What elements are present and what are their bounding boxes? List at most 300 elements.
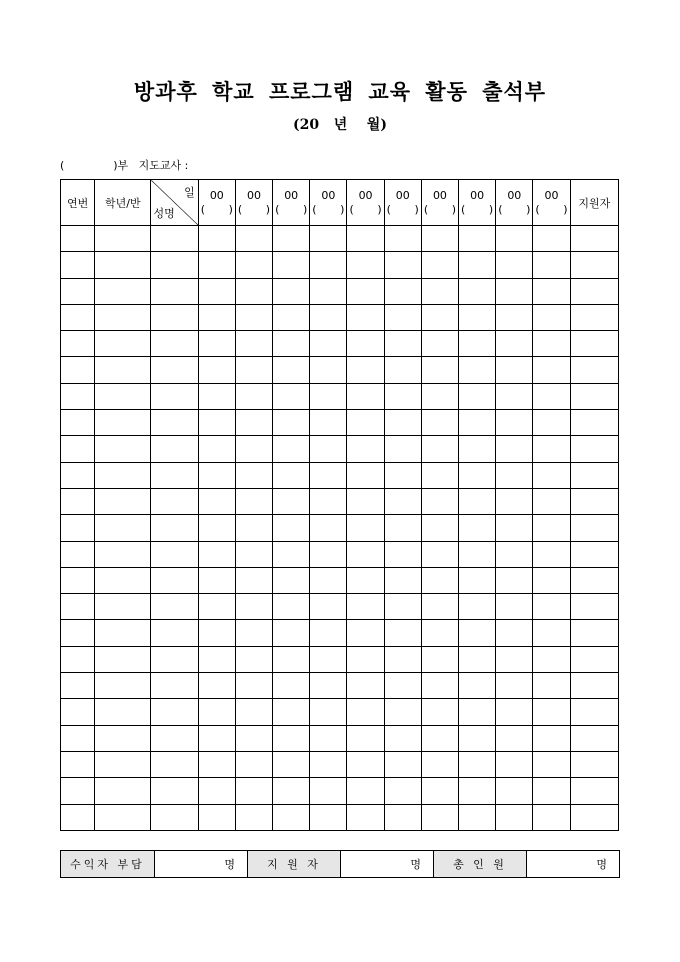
table-cell[interactable] (310, 673, 347, 699)
table-cell[interactable] (459, 804, 496, 830)
table-cell[interactable] (151, 725, 198, 751)
table-cell[interactable] (347, 699, 384, 725)
table-cell[interactable] (273, 646, 310, 672)
table-cell[interactable] (570, 594, 618, 620)
table-cell[interactable] (310, 304, 347, 330)
table-cell[interactable] (310, 778, 347, 804)
table-cell[interactable] (151, 226, 198, 252)
table-cell[interactable] (533, 410, 570, 436)
table-cell[interactable] (533, 488, 570, 514)
table-cell[interactable] (347, 252, 384, 278)
table-cell[interactable] (151, 488, 198, 514)
table-cell[interactable] (273, 252, 310, 278)
table-cell[interactable] (310, 252, 347, 278)
table-cell[interactable] (533, 778, 570, 804)
table-cell[interactable] (151, 541, 198, 567)
table-cell[interactable] (384, 594, 421, 620)
table-cell[interactable] (570, 410, 618, 436)
table-cell[interactable] (384, 804, 421, 830)
table-cell[interactable] (310, 646, 347, 672)
table-cell[interactable] (384, 383, 421, 409)
table-cell[interactable] (198, 804, 235, 830)
table-cell[interactable] (347, 357, 384, 383)
table-cell[interactable] (198, 252, 235, 278)
table-cell[interactable] (421, 646, 458, 672)
table-cell[interactable] (347, 436, 384, 462)
table-cell[interactable] (198, 673, 235, 699)
table-cell[interactable] (95, 620, 151, 646)
table-cell[interactable] (235, 488, 272, 514)
table-cell[interactable] (151, 436, 198, 462)
table-cell[interactable] (459, 278, 496, 304)
table-cell[interactable] (235, 278, 272, 304)
table-cell[interactable] (235, 673, 272, 699)
table-cell[interactable] (310, 725, 347, 751)
table-cell[interactable] (198, 226, 235, 252)
table-cell[interactable] (235, 436, 272, 462)
table-cell[interactable] (273, 278, 310, 304)
table-cell[interactable] (310, 357, 347, 383)
table-cell[interactable] (496, 541, 533, 567)
table-cell[interactable] (310, 620, 347, 646)
table-cell[interactable] (235, 357, 272, 383)
table-cell[interactable] (421, 383, 458, 409)
table-cell[interactable] (273, 462, 310, 488)
table-cell[interactable] (384, 278, 421, 304)
table-cell[interactable] (273, 331, 310, 357)
table-cell[interactable] (61, 804, 95, 830)
table-cell[interactable] (347, 226, 384, 252)
table-cell[interactable] (384, 304, 421, 330)
table-cell[interactable] (533, 751, 570, 777)
table-cell[interactable] (310, 751, 347, 777)
table-cell[interactable] (384, 410, 421, 436)
table-cell[interactable] (347, 594, 384, 620)
table-cell[interactable] (95, 515, 151, 541)
table-cell[interactable] (61, 278, 95, 304)
table-cell[interactable] (151, 620, 198, 646)
table-cell[interactable] (151, 646, 198, 672)
table-cell[interactable] (198, 515, 235, 541)
table-cell[interactable] (310, 278, 347, 304)
table-cell[interactable] (235, 462, 272, 488)
table-cell[interactable] (421, 226, 458, 252)
table-cell[interactable] (347, 804, 384, 830)
table-cell[interactable] (61, 383, 95, 409)
table-cell[interactable] (496, 331, 533, 357)
table-cell[interactable] (61, 567, 95, 593)
table-cell[interactable] (151, 751, 198, 777)
table-cell[interactable] (95, 673, 151, 699)
table-cell[interactable] (310, 567, 347, 593)
table-cell[interactable] (421, 594, 458, 620)
table-cell[interactable] (496, 567, 533, 593)
table-cell[interactable] (347, 410, 384, 436)
summary-total-value[interactable]: 명 (527, 851, 620, 878)
table-cell[interactable] (310, 436, 347, 462)
table-cell[interactable] (198, 436, 235, 462)
table-cell[interactable] (459, 515, 496, 541)
table-cell[interactable] (310, 226, 347, 252)
table-cell[interactable] (310, 410, 347, 436)
table-cell[interactable] (570, 383, 618, 409)
table-cell[interactable] (496, 226, 533, 252)
table-cell[interactable] (61, 751, 95, 777)
table-cell[interactable] (459, 331, 496, 357)
table-cell[interactable] (570, 804, 618, 830)
table-cell[interactable] (459, 541, 496, 567)
table-cell[interactable] (533, 436, 570, 462)
table-cell[interactable] (459, 673, 496, 699)
table-cell[interactable] (421, 751, 458, 777)
table-cell[interactable] (310, 541, 347, 567)
table-cell[interactable] (198, 751, 235, 777)
table-cell[interactable] (61, 488, 95, 514)
table-cell[interactable] (496, 646, 533, 672)
table-cell[interactable] (310, 488, 347, 514)
table-cell[interactable] (570, 226, 618, 252)
table-cell[interactable] (235, 751, 272, 777)
table-cell[interactable] (235, 725, 272, 751)
table-cell[interactable] (459, 383, 496, 409)
table-cell[interactable] (235, 410, 272, 436)
table-cell[interactable] (151, 515, 198, 541)
table-cell[interactable] (570, 699, 618, 725)
table-cell[interactable] (459, 778, 496, 804)
table-cell[interactable] (151, 567, 198, 593)
table-cell[interactable] (570, 646, 618, 672)
table-cell[interactable] (273, 673, 310, 699)
table-cell[interactable] (273, 488, 310, 514)
table-cell[interactable] (151, 594, 198, 620)
table-cell[interactable] (459, 594, 496, 620)
table-cell[interactable] (421, 462, 458, 488)
table-cell[interactable] (151, 278, 198, 304)
table-cell[interactable] (235, 383, 272, 409)
table-cell[interactable] (310, 383, 347, 409)
table-cell[interactable] (421, 331, 458, 357)
table-cell[interactable] (421, 304, 458, 330)
table-cell[interactable] (151, 778, 198, 804)
table-cell[interactable] (533, 699, 570, 725)
table-cell[interactable] (496, 383, 533, 409)
table-cell[interactable] (384, 488, 421, 514)
table-cell[interactable] (198, 778, 235, 804)
table-cell[interactable] (384, 541, 421, 567)
table-cell[interactable] (151, 699, 198, 725)
table-cell[interactable] (570, 304, 618, 330)
table-cell[interactable] (151, 331, 198, 357)
table-cell[interactable] (384, 673, 421, 699)
table-cell[interactable] (459, 620, 496, 646)
table-cell[interactable] (273, 778, 310, 804)
table-cell[interactable] (496, 278, 533, 304)
table-cell[interactable] (384, 778, 421, 804)
table-cell[interactable] (421, 410, 458, 436)
table-cell[interactable] (310, 594, 347, 620)
table-cell[interactable] (95, 804, 151, 830)
table-cell[interactable] (347, 673, 384, 699)
table-cell[interactable] (533, 646, 570, 672)
table-cell[interactable] (273, 594, 310, 620)
table-cell[interactable] (61, 725, 95, 751)
table-cell[interactable] (95, 436, 151, 462)
table-cell[interactable] (533, 462, 570, 488)
table-cell[interactable] (533, 620, 570, 646)
table-cell[interactable] (347, 620, 384, 646)
table-cell[interactable] (496, 436, 533, 462)
table-cell[interactable] (459, 252, 496, 278)
table-cell[interactable] (198, 331, 235, 357)
table-cell[interactable] (421, 567, 458, 593)
table-cell[interactable] (496, 620, 533, 646)
table-cell[interactable] (347, 515, 384, 541)
table-cell[interactable] (235, 699, 272, 725)
table-cell[interactable] (235, 594, 272, 620)
table-cell[interactable] (151, 410, 198, 436)
table-cell[interactable] (459, 226, 496, 252)
table-cell[interactable] (570, 620, 618, 646)
table-cell[interactable] (151, 357, 198, 383)
table-cell[interactable] (459, 410, 496, 436)
table-cell[interactable] (459, 304, 496, 330)
table-cell[interactable] (95, 252, 151, 278)
table-cell[interactable] (310, 804, 347, 830)
table-cell[interactable] (570, 778, 618, 804)
table-cell[interactable] (570, 357, 618, 383)
table-cell[interactable] (459, 436, 496, 462)
table-cell[interactable] (533, 278, 570, 304)
table-cell[interactable] (273, 226, 310, 252)
table-cell[interactable] (198, 278, 235, 304)
table-cell[interactable] (61, 331, 95, 357)
table-cell[interactable] (198, 304, 235, 330)
table-cell[interactable] (151, 252, 198, 278)
table-cell[interactable] (151, 383, 198, 409)
table-cell[interactable] (533, 515, 570, 541)
table-cell[interactable] (61, 357, 95, 383)
table-cell[interactable] (459, 725, 496, 751)
table-cell[interactable] (384, 567, 421, 593)
table-cell[interactable] (533, 541, 570, 567)
table-cell[interactable] (235, 515, 272, 541)
table-cell[interactable] (198, 357, 235, 383)
table-cell[interactable] (198, 488, 235, 514)
table-cell[interactable] (421, 515, 458, 541)
table-cell[interactable] (384, 462, 421, 488)
table-cell[interactable] (235, 567, 272, 593)
table-cell[interactable] (533, 383, 570, 409)
table-cell[interactable] (273, 436, 310, 462)
table-cell[interactable] (95, 567, 151, 593)
table-cell[interactable] (273, 725, 310, 751)
table-cell[interactable] (95, 646, 151, 672)
table-cell[interactable] (347, 751, 384, 777)
table-cell[interactable] (310, 515, 347, 541)
table-cell[interactable] (273, 515, 310, 541)
table-cell[interactable] (273, 541, 310, 567)
table-cell[interactable] (235, 226, 272, 252)
table-cell[interactable] (235, 541, 272, 567)
table-cell[interactable] (496, 515, 533, 541)
table-cell[interactable] (533, 331, 570, 357)
table-cell[interactable] (570, 751, 618, 777)
table-cell[interactable] (95, 725, 151, 751)
table-cell[interactable] (533, 226, 570, 252)
table-cell[interactable] (570, 673, 618, 699)
summary-paying-value[interactable]: 명 (155, 851, 248, 878)
table-cell[interactable] (95, 383, 151, 409)
table-cell[interactable] (95, 304, 151, 330)
table-cell[interactable] (533, 252, 570, 278)
table-cell[interactable] (347, 304, 384, 330)
table-cell[interactable] (273, 357, 310, 383)
table-cell[interactable] (384, 699, 421, 725)
table-cell[interactable] (61, 304, 95, 330)
table-cell[interactable] (496, 488, 533, 514)
table-cell[interactable] (496, 725, 533, 751)
table-cell[interactable] (273, 410, 310, 436)
table-cell[interactable] (421, 778, 458, 804)
table-cell[interactable] (198, 646, 235, 672)
table-cell[interactable] (273, 751, 310, 777)
table-cell[interactable] (533, 725, 570, 751)
table-cell[interactable] (235, 778, 272, 804)
table-cell[interactable] (273, 699, 310, 725)
table-cell[interactable] (347, 331, 384, 357)
table-cell[interactable] (198, 594, 235, 620)
table-cell[interactable] (496, 673, 533, 699)
table-cell[interactable] (235, 252, 272, 278)
table-cell[interactable] (61, 462, 95, 488)
table-cell[interactable] (496, 304, 533, 330)
table-cell[interactable] (61, 410, 95, 436)
table-cell[interactable] (235, 331, 272, 357)
table-cell[interactable] (459, 751, 496, 777)
table-cell[interactable] (347, 541, 384, 567)
table-cell[interactable] (151, 462, 198, 488)
table-cell[interactable] (198, 725, 235, 751)
table-cell[interactable] (421, 673, 458, 699)
table-cell[interactable] (384, 436, 421, 462)
table-cell[interactable] (235, 646, 272, 672)
table-cell[interactable] (347, 778, 384, 804)
table-cell[interactable] (198, 462, 235, 488)
table-cell[interactable] (273, 304, 310, 330)
table-cell[interactable] (384, 331, 421, 357)
table-cell[interactable] (95, 778, 151, 804)
table-cell[interactable] (198, 410, 235, 436)
table-cell[interactable] (459, 462, 496, 488)
table-cell[interactable] (496, 252, 533, 278)
table-cell[interactable] (570, 515, 618, 541)
table-cell[interactable] (459, 488, 496, 514)
table-cell[interactable] (421, 725, 458, 751)
table-cell[interactable] (421, 357, 458, 383)
table-cell[interactable] (61, 646, 95, 672)
table-cell[interactable] (384, 751, 421, 777)
table-cell[interactable] (273, 567, 310, 593)
table-cell[interactable] (570, 488, 618, 514)
table-cell[interactable] (198, 383, 235, 409)
table-cell[interactable] (347, 567, 384, 593)
table-cell[interactable] (61, 226, 95, 252)
table-cell[interactable] (95, 357, 151, 383)
table-cell[interactable] (533, 673, 570, 699)
table-cell[interactable] (570, 436, 618, 462)
table-cell[interactable] (421, 436, 458, 462)
table-cell[interactable] (570, 331, 618, 357)
table-cell[interactable] (459, 699, 496, 725)
table-cell[interactable] (95, 410, 151, 436)
table-cell[interactable] (384, 646, 421, 672)
table-cell[interactable] (533, 804, 570, 830)
table-cell[interactable] (421, 278, 458, 304)
summary-support-value[interactable]: 명 (341, 851, 434, 878)
table-cell[interactable] (384, 620, 421, 646)
table-cell[interactable] (496, 778, 533, 804)
table-cell[interactable] (384, 252, 421, 278)
table-cell[interactable] (347, 646, 384, 672)
table-cell[interactable] (496, 462, 533, 488)
table-cell[interactable] (533, 357, 570, 383)
table-cell[interactable] (384, 725, 421, 751)
table-cell[interactable] (421, 541, 458, 567)
table-cell[interactable] (235, 804, 272, 830)
table-cell[interactable] (95, 462, 151, 488)
table-cell[interactable] (347, 488, 384, 514)
table-cell[interactable] (235, 620, 272, 646)
table-cell[interactable] (198, 541, 235, 567)
table-cell[interactable] (570, 252, 618, 278)
table-cell[interactable] (570, 567, 618, 593)
table-cell[interactable] (95, 226, 151, 252)
table-cell[interactable] (61, 778, 95, 804)
table-cell[interactable] (496, 699, 533, 725)
table-cell[interactable] (384, 357, 421, 383)
table-cell[interactable] (61, 620, 95, 646)
table-cell[interactable] (421, 699, 458, 725)
table-cell[interactable] (235, 304, 272, 330)
table-cell[interactable] (151, 304, 198, 330)
table-cell[interactable] (533, 594, 570, 620)
table-cell[interactable] (347, 725, 384, 751)
table-cell[interactable] (347, 278, 384, 304)
table-cell[interactable] (421, 620, 458, 646)
table-cell[interactable] (273, 620, 310, 646)
table-cell[interactable] (384, 515, 421, 541)
table-cell[interactable] (151, 804, 198, 830)
table-cell[interactable] (95, 488, 151, 514)
table-cell[interactable] (61, 252, 95, 278)
table-cell[interactable] (198, 620, 235, 646)
table-cell[interactable] (61, 515, 95, 541)
table-cell[interactable] (384, 226, 421, 252)
table-cell[interactable] (459, 646, 496, 672)
table-cell[interactable] (459, 567, 496, 593)
table-cell[interactable] (533, 304, 570, 330)
table-cell[interactable] (421, 804, 458, 830)
table-cell[interactable] (310, 699, 347, 725)
table-cell[interactable] (496, 804, 533, 830)
table-cell[interactable] (533, 567, 570, 593)
table-cell[interactable] (61, 436, 95, 462)
table-cell[interactable] (570, 725, 618, 751)
table-cell[interactable] (459, 357, 496, 383)
table-cell[interactable] (347, 462, 384, 488)
table-cell[interactable] (61, 673, 95, 699)
table-cell[interactable] (496, 357, 533, 383)
